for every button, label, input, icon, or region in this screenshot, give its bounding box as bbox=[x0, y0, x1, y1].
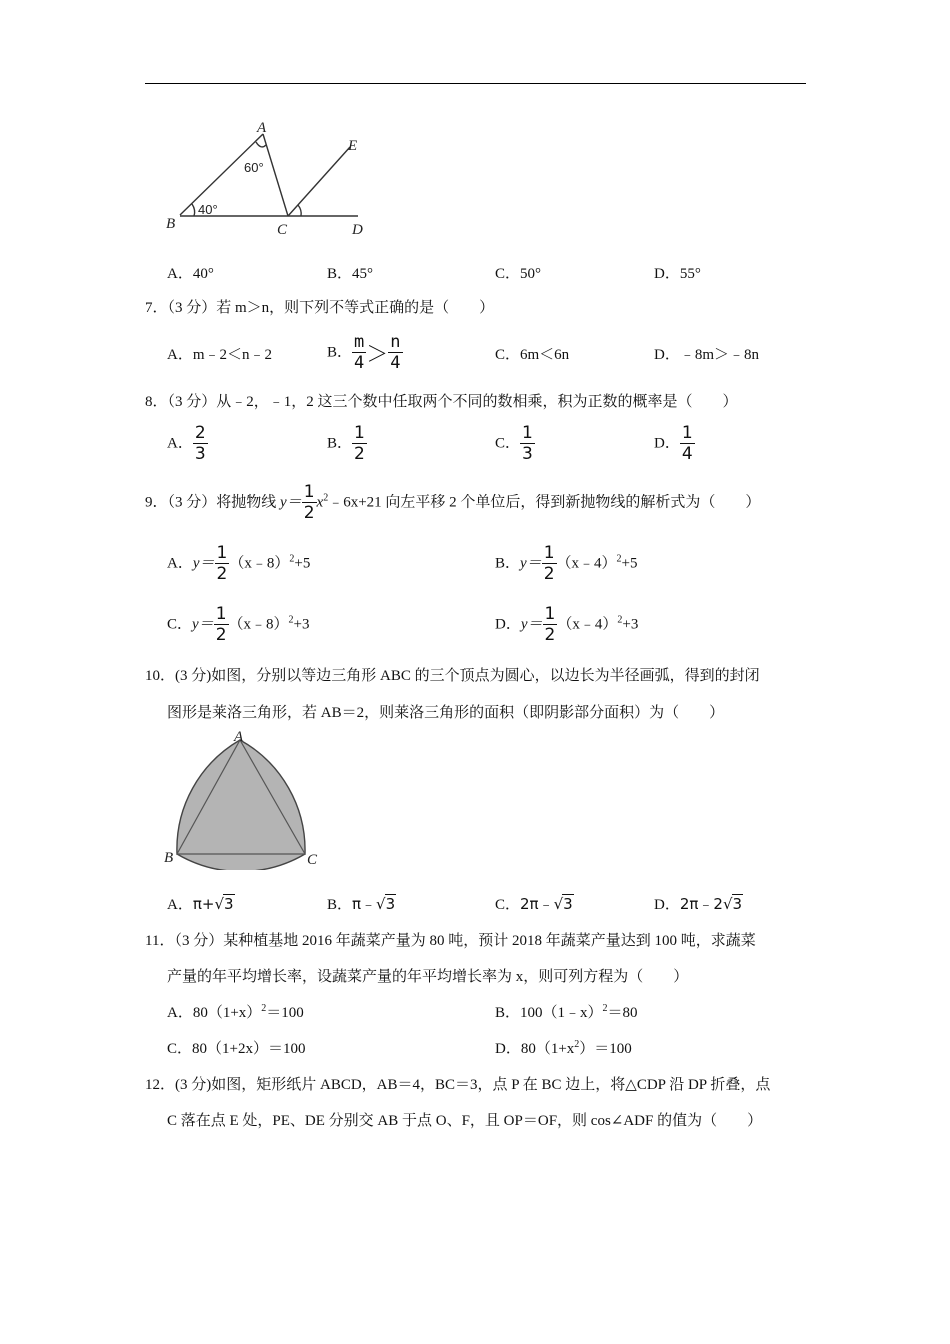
q7-option-b[interactable] bbox=[327, 334, 403, 372]
q6-segment-ce bbox=[288, 147, 350, 216]
q8-option-c-fraction: $\frac{1}{3}$ bbox=[522, 423, 533, 464]
q9-option-c-y: y＝ bbox=[192, 616, 214, 633]
q8-option-d-prefix: D． bbox=[654, 435, 680, 452]
q9-option-b-prefix: B． bbox=[495, 555, 521, 572]
q11-stem-line2: 产量的年平均增长率，设蔬菜产量的年平均增长率为 x，则可列方程为（ ） bbox=[167, 969, 689, 985]
q9-option-b[interactable] bbox=[495, 545, 638, 583]
q7-option-b-fraction-1: $\frac{m}{4}$ bbox=[354, 332, 365, 373]
q11-option-c[interactable]: C．80（1+2x）＝100 bbox=[167, 1041, 306, 1057]
q10-option-c-radical: √3 bbox=[553, 895, 573, 913]
q6-angle-b-label: 40° bbox=[198, 202, 218, 217]
q9-option-a-prefix: A． bbox=[167, 555, 193, 572]
q11-option-b[interactable] bbox=[495, 1001, 638, 1022]
q7-option-b-operator: ＞ bbox=[366, 342, 389, 368]
q9-option-d-tail: +3 bbox=[622, 616, 639, 633]
q8-option-c[interactable] bbox=[495, 425, 535, 463]
q9-option-b-sup: 2 bbox=[616, 553, 622, 565]
q8-option-d-fraction: $\frac{1}{4}$ bbox=[681, 423, 693, 464]
q6-option-c[interactable]: C．50° bbox=[495, 266, 542, 282]
q10-option-b-radical: √3 bbox=[376, 895, 396, 913]
q10-option-b[interactable] bbox=[327, 893, 396, 914]
q9-option-c-sup: 2 bbox=[288, 614, 294, 626]
q6-label-e: E bbox=[348, 138, 358, 154]
q7-option-b-prefix: B． bbox=[327, 344, 353, 361]
q11-option-b-tail: ＝80 bbox=[607, 1005, 638, 1021]
q9-option-b-y: y＝ bbox=[520, 555, 542, 572]
q10-label-a: A bbox=[234, 729, 244, 745]
q7-option-c[interactable]: C．6m＜6n bbox=[495, 347, 570, 363]
q9-fraction: $\frac{1}{2}$ bbox=[303, 482, 315, 523]
q9-y: y＝ bbox=[280, 494, 302, 511]
q10-option-b-expr: π﹣ bbox=[352, 895, 377, 913]
q11-option-a-tail: ＝100 bbox=[266, 1005, 304, 1021]
q9-option-a-fraction: $\frac{1}{2}$ bbox=[216, 543, 228, 584]
q9-option-a[interactable] bbox=[167, 545, 310, 583]
q9-option-d-y: y＝ bbox=[520, 616, 543, 633]
q11-option-a[interactable] bbox=[167, 1001, 304, 1022]
q11-option-a-expr: A．80（1+x） bbox=[167, 1005, 262, 1021]
q10-stem-line2: 图形是莱洛三角形，若 AB＝2，则莱洛三角形的面积（即阴影部分面积）为（ ） bbox=[167, 705, 725, 721]
q10-option-d-radical: √3 bbox=[722, 895, 743, 913]
q9-option-d-expr: （x﹣4） bbox=[557, 616, 618, 633]
q10-option-a-prefix: A． bbox=[167, 897, 193, 913]
q10-option-c-expr: 2π﹣ bbox=[520, 895, 554, 913]
q9-option-c-expr: （x﹣8） bbox=[228, 616, 289, 633]
q9-x: x bbox=[316, 494, 324, 511]
q6-label-a: A bbox=[257, 120, 267, 136]
q9-option-a-tail: +5 bbox=[294, 555, 311, 572]
q6-angle-arc-b bbox=[192, 204, 195, 216]
q8-option-b[interactable] bbox=[327, 425, 367, 463]
q9-option-d-prefix: D． bbox=[495, 616, 521, 633]
q9-option-c[interactable] bbox=[167, 606, 310, 644]
q10-option-a-radical: √3 bbox=[214, 895, 234, 913]
q9-number: 9．（3 分）将抛物线 bbox=[145, 494, 281, 511]
q11-option-d-expr: D．80（1+x bbox=[495, 1041, 575, 1057]
q6-option-d[interactable]: D．55° bbox=[654, 266, 701, 282]
q7-number: 7．（3 分） bbox=[145, 300, 217, 316]
q10-option-d-prefix: D． bbox=[654, 897, 680, 913]
q6-segment-ac bbox=[263, 134, 288, 216]
q9-sup: 2 bbox=[323, 492, 329, 504]
q10-option-d[interactable] bbox=[654, 893, 743, 914]
q7-text: 若 m＞n，则下列不等式正确的是（ ） bbox=[216, 300, 495, 316]
q8-option-b-prefix: B． bbox=[327, 435, 353, 452]
q9-option-b-expr: （x﹣4） bbox=[556, 555, 617, 572]
q9-option-c-prefix: C． bbox=[167, 616, 193, 633]
q10-label-b: B bbox=[164, 850, 174, 866]
q11-stem-line1: 11．（3 分）某种植基地 2016 年蔬菜产量为 80 吨，预计 2018 年蔬菜产量达到 100 吨，求蔬菜 bbox=[145, 933, 756, 949]
q9-option-d[interactable] bbox=[495, 606, 638, 644]
q8-option-a-fraction: $\frac{2}{3}$ bbox=[194, 423, 206, 464]
q9-option-d-sup: 2 bbox=[617, 614, 623, 626]
q11-option-b-sup: 2 bbox=[602, 1003, 608, 1014]
q6-angle-a-label: 60° bbox=[244, 160, 264, 175]
q11-option-d[interactable] bbox=[495, 1037, 632, 1058]
q6-option-b[interactable]: B．45° bbox=[327, 266, 374, 282]
q6-label-b: B bbox=[166, 216, 176, 232]
q9-rest: ﹣6x+21 向左平移 2 个单位后，得到新抛物线的解析式为（ ） bbox=[328, 494, 761, 511]
q10-option-c-prefix: C． bbox=[495, 897, 521, 913]
q10-option-b-prefix: B． bbox=[327, 897, 353, 913]
q9-option-a-expr: （x﹣8） bbox=[229, 555, 290, 572]
q10-stem-line1: 10．(3 分)如图，分别以等边三角形 ABC 的三个顶点为圆心，以边长为半径画弧，得到的封闭 bbox=[145, 668, 760, 684]
q7-option-b-fraction-2: $\frac{n}{4}$ bbox=[390, 332, 401, 373]
q11-option-d-sup: 2 bbox=[574, 1039, 580, 1050]
q8-option-d[interactable] bbox=[654, 425, 695, 463]
q6-label-d: D bbox=[352, 222, 363, 238]
q8-option-a[interactable] bbox=[167, 425, 208, 463]
q9-option-c-fraction: $\frac{1}{2}$ bbox=[215, 604, 227, 645]
q9-option-b-fraction: $\frac{1}{2}$ bbox=[543, 543, 555, 584]
q6-label-c: C bbox=[277, 222, 288, 238]
header-rule bbox=[145, 83, 806, 84]
q12-stem-line2: C 落在点 E 处，PE、DE 分别交 AB 于点 O、F，且 OP＝OF，则 cos∠ADF 的值为（ ） bbox=[167, 1113, 763, 1129]
q10-option-d-expr: 2π﹣2 bbox=[679, 895, 723, 913]
q11-option-a-sup: 2 bbox=[261, 1003, 267, 1014]
q9-option-b-tail: +5 bbox=[621, 555, 638, 572]
q6-figure bbox=[160, 118, 375, 240]
q6-angle-arc-a bbox=[256, 142, 266, 147]
q7-option-d[interactable]: D．﹣8m＞﹣8n bbox=[654, 347, 760, 363]
q7-option-a[interactable]: A．m﹣2＜n﹣2 bbox=[167, 347, 273, 363]
q10-option-a[interactable] bbox=[167, 893, 235, 914]
q7-stem bbox=[145, 296, 494, 317]
q10-label-c: C bbox=[307, 852, 318, 868]
q11-option-d-tail: ）＝100 bbox=[579, 1041, 632, 1057]
q10-reuleaux-shape bbox=[177, 740, 305, 870]
q9-option-c-tail: +3 bbox=[293, 616, 310, 633]
q8-option-c-prefix: C． bbox=[495, 435, 521, 452]
q12-stem-line1: 12．(3 分)如图，矩形纸片 ABCD，AB＝4，BC＝3，点 P 在 BC 边上，将△CDP 沿 DP 折叠，点 bbox=[145, 1077, 771, 1093]
q9-stem bbox=[145, 484, 760, 522]
q10-reuleaux-figure bbox=[160, 728, 330, 870]
q9-option-d-fraction: $\frac{1}{2}$ bbox=[544, 604, 556, 645]
q8-option-b-fraction: $\frac{1}{2}$ bbox=[354, 423, 365, 464]
q6-angle-arc-c bbox=[298, 205, 301, 216]
q11-option-b-expr: B．100（1﹣x） bbox=[495, 1005, 603, 1021]
q8-stem: 8．（3 分）从﹣2，﹣1，2 这三个数中任取两个不同的数相乘，积为正数的概率是（ ） bbox=[145, 394, 738, 410]
q10-option-a-expr: π+ bbox=[192, 895, 215, 913]
q8-option-a-prefix: A． bbox=[167, 435, 193, 452]
q9-option-a-y: y＝ bbox=[192, 555, 215, 572]
q10-option-c[interactable] bbox=[495, 893, 574, 914]
q6-option-a[interactable]: A．40° bbox=[167, 266, 214, 282]
q9-option-a-sup: 2 bbox=[289, 553, 295, 565]
